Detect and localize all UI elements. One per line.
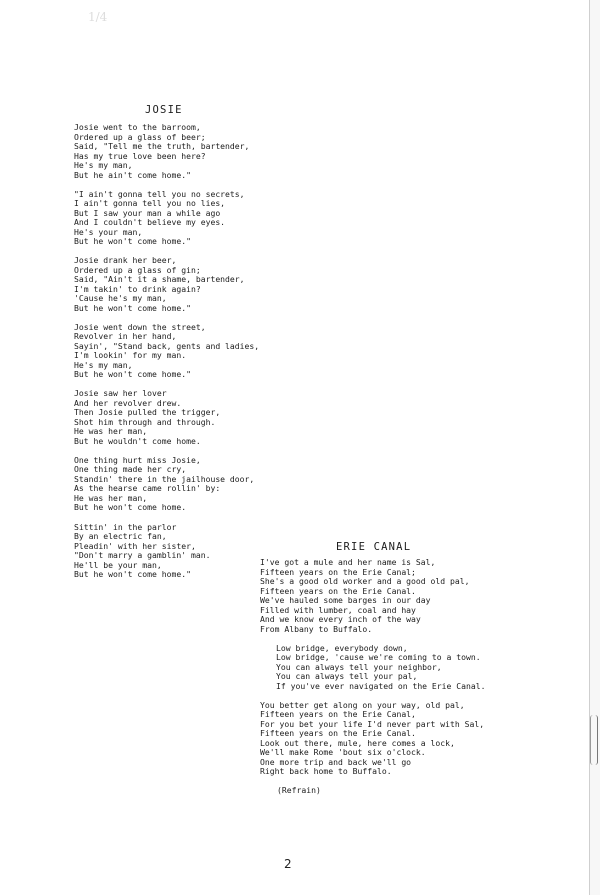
binding-mark bbox=[590, 715, 598, 765]
verse bbox=[74, 256, 334, 313]
song-erie-canal bbox=[260, 541, 560, 796]
lyric-line: He was her man, bbox=[74, 492, 148, 503]
verse bbox=[74, 323, 334, 380]
lyric-line: You can always tell your pal, bbox=[276, 671, 418, 681]
lyric-line: Then Josie pulled the trigger, bbox=[74, 407, 221, 418]
lyric-line: I've got a mule and her name is Sal, bbox=[260, 557, 436, 567]
lyric-line: You can always tell your neighbor, bbox=[276, 661, 442, 672]
lyric-line: But he won't come home." bbox=[74, 569, 191, 580]
page-edge bbox=[589, 0, 600, 895]
lyric-line: For you bet your life I'd never part with Sal, bbox=[260, 718, 485, 729]
song-title: ERIE CANAL bbox=[336, 541, 412, 553]
lyric-line: And I couldn't believe my eyes. bbox=[74, 217, 226, 228]
song-josie bbox=[74, 104, 334, 589]
lyric-line: Right back home to Buffalo. bbox=[260, 766, 392, 776]
page-number: 2 bbox=[284, 857, 292, 871]
lyric-line: "Don't marry a gamblin' man. bbox=[74, 550, 211, 561]
lyric-line: By an electric fan, bbox=[74, 531, 167, 542]
lyric-line: And her revolver drew. bbox=[74, 397, 182, 408]
lyric-line: Sittin' in the parlor bbox=[74, 521, 177, 532]
lyric-line: Fifteen years on the Erie Canal. bbox=[260, 585, 416, 596]
lyric-line: Ordered up a glass of gin; bbox=[74, 264, 201, 275]
lyric-line: Low bridge, everybody down, bbox=[276, 642, 408, 653]
lyric-line: He's my man, bbox=[74, 359, 133, 370]
lyric-line: But he won't come home. bbox=[74, 502, 187, 513]
lyric-line: Pleadin' with her sister, bbox=[74, 540, 196, 551]
lyric-line: He was her man, bbox=[74, 426, 148, 437]
verse bbox=[74, 123, 334, 180]
lyric-line: But he won't come home." bbox=[74, 369, 191, 380]
lyric-line: Shot him through and through. bbox=[74, 416, 216, 427]
lyric-line: Said, "Ain't it a shame, bartender, bbox=[74, 274, 245, 285]
verse bbox=[74, 456, 334, 513]
corner-mark: 1/4 bbox=[88, 10, 108, 24]
lyric-line: Filled with lumber, coal and hay bbox=[260, 604, 416, 615]
lyric-line: Josie drank her beer, bbox=[74, 255, 177, 266]
lyric-line: Josie went to the barroom, bbox=[74, 122, 201, 132]
lyric-line: Revolver in her hand, bbox=[74, 331, 177, 342]
lyric-line: I'm takin' to drink again? bbox=[74, 283, 201, 294]
lyric-line: We've hauled some barges in our day bbox=[260, 595, 431, 605]
lyric-line: Fifteen years on the Erie Canal; bbox=[260, 566, 416, 577]
lyric-line: From Albany to Buffalo. bbox=[260, 623, 373, 634]
lyric-line: And we know every inch of the way bbox=[260, 614, 421, 624]
lyric-line: Standin' there in the jailhouse door, bbox=[74, 473, 255, 484]
refrain-list bbox=[260, 644, 560, 692]
lyric-line: One thing made her cry, bbox=[74, 464, 187, 475]
lyric-line: If you've ever navigated on the Erie Canal. bbox=[276, 680, 486, 691]
verse-list-after bbox=[260, 701, 560, 777]
refrain bbox=[276, 644, 560, 692]
lyric-line: But he won't come home." bbox=[74, 302, 191, 313]
lyric-line: He'll be your man, bbox=[74, 559, 162, 570]
lyric-line: 'Cause he's my man, bbox=[74, 293, 167, 304]
lyric-line: He's your man, bbox=[74, 226, 143, 237]
lyric-line: Fifteen years on the Erie Canal. bbox=[260, 728, 416, 738]
lyric-line: But he won't come home." bbox=[74, 236, 191, 247]
verse-list bbox=[260, 558, 560, 634]
lyric-line: But he ain't come home." bbox=[74, 169, 191, 180]
verse bbox=[74, 389, 334, 446]
verse bbox=[74, 190, 334, 247]
lyric-line: Sayin', "Stand back, gents and ladies, bbox=[74, 340, 260, 351]
lyric-line: "I ain't gonna tell you no secrets, bbox=[74, 188, 245, 199]
lyric-line: One thing hurt miss Josie, bbox=[74, 454, 201, 465]
lyric-line: We'll make Rome 'bout six o'clock. bbox=[260, 747, 426, 757]
lyric-line: I'm lookin' for my man. bbox=[74, 350, 187, 361]
lyric-line: Has my true love been here? bbox=[74, 150, 206, 161]
refrain-note: (Refrain) bbox=[277, 785, 321, 795]
lyric-line: One more trip and back we'll go bbox=[260, 756, 412, 767]
lyric-line: Josie went down the street, bbox=[74, 321, 206, 332]
lyric-line: Ordered up a glass of beer; bbox=[74, 131, 206, 142]
lyric-line: You better get along on your way, old pal, bbox=[260, 699, 465, 710]
verse-list bbox=[74, 123, 334, 580]
lyric-line: But I saw your man a while ago bbox=[74, 207, 221, 218]
lyric-line: Fifteen years on the Erie Canal, bbox=[260, 709, 416, 719]
lyric-line: Look out there, mule, here comes a lock, bbox=[260, 737, 455, 748]
verse bbox=[260, 701, 560, 777]
lyric-line: I ain't gonna tell you no lies, bbox=[74, 198, 226, 209]
song-title: JOSIE bbox=[145, 104, 183, 116]
lyric-line: Low bridge, 'cause we're coming to a town. bbox=[276, 652, 481, 662]
lyric-line: Said, "Tell me the truth, bartender, bbox=[74, 141, 250, 151]
lyric-line: He's my man, bbox=[74, 160, 133, 170]
verse bbox=[260, 558, 560, 634]
lyric-line: But he wouldn't come home. bbox=[74, 435, 201, 446]
lyric-line: As the hearse came rollin' by: bbox=[74, 483, 221, 494]
lyric-line: Josie saw her lover bbox=[74, 388, 167, 399]
lyric-line: She's a good old worker and a good old pal, bbox=[260, 576, 470, 586]
